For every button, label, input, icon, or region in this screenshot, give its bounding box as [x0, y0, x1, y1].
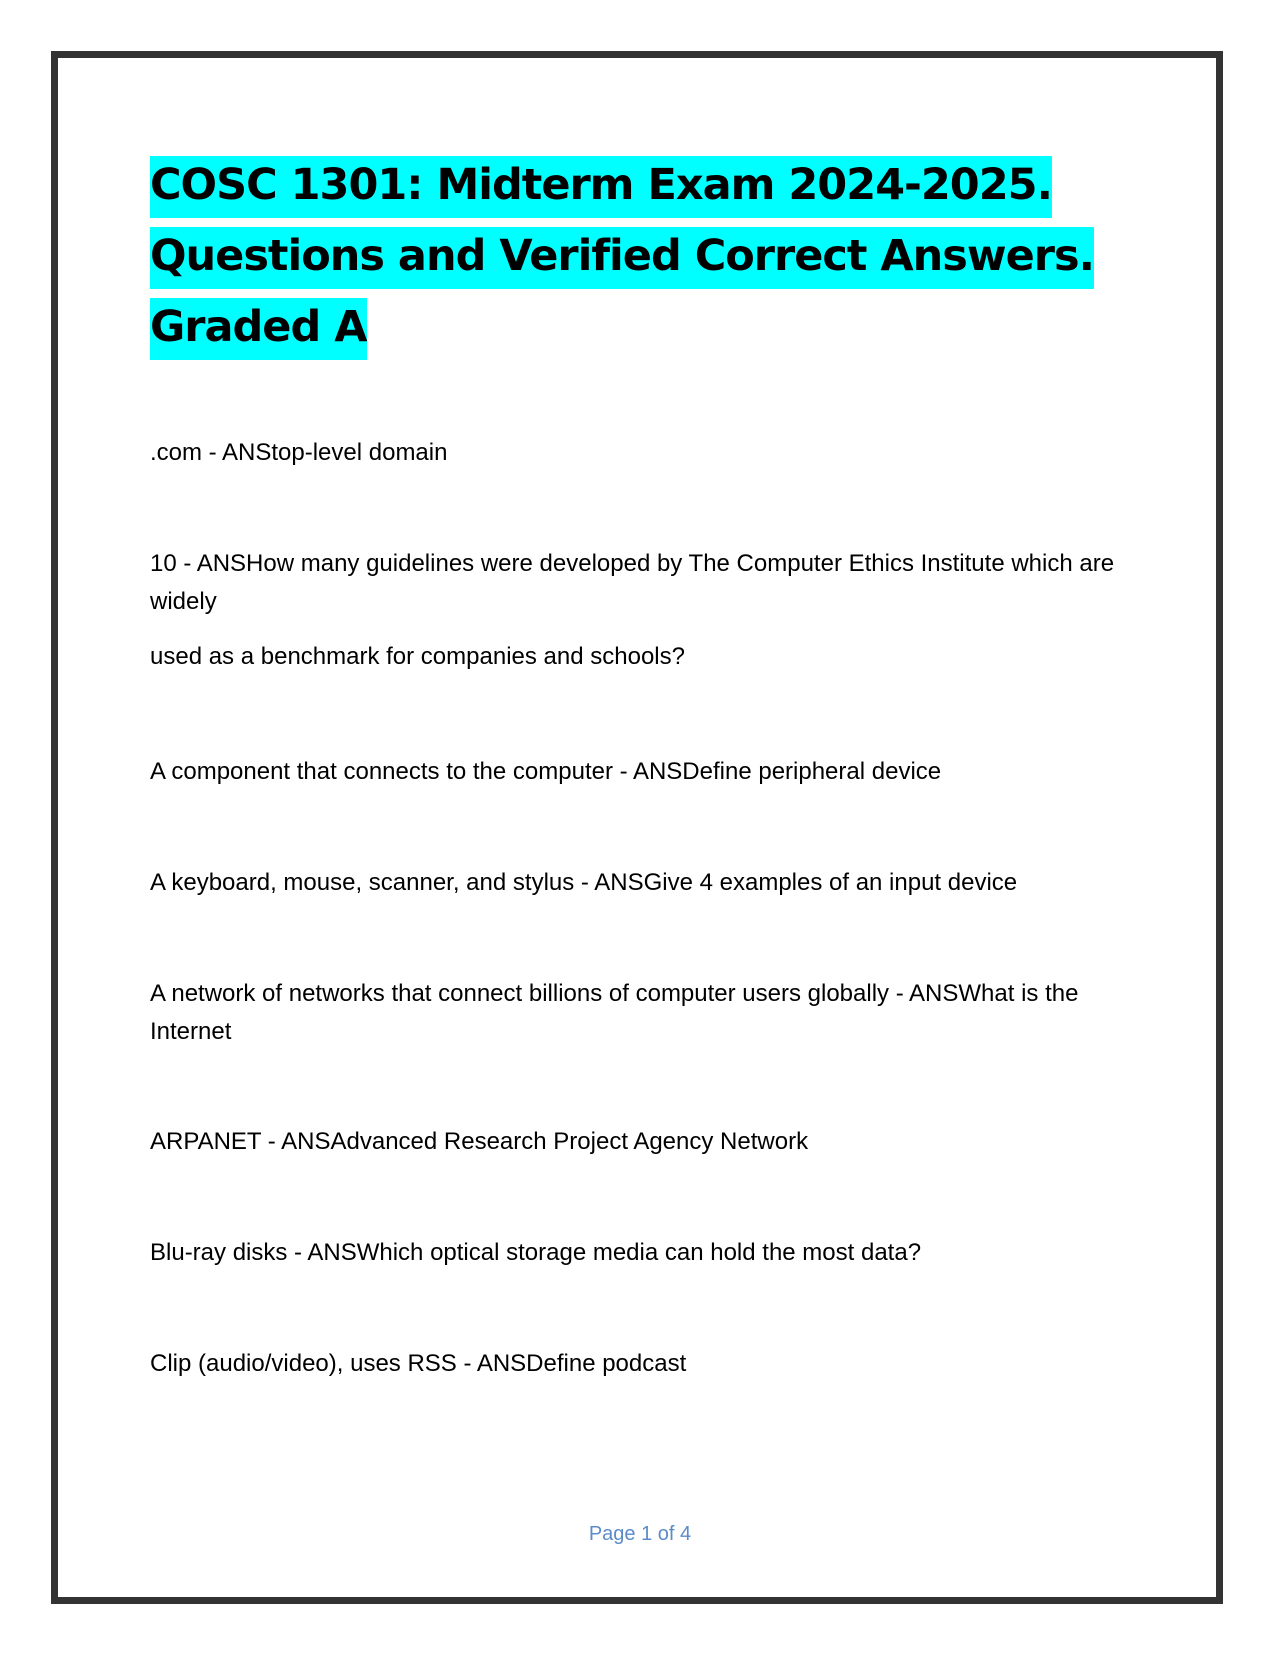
- qa-text: 10 - ANSHow many guidelines were developed by The Computer Ethics Institute which are widely: [150, 550, 1115, 615]
- page-number: Page 1 of 4: [588, 1523, 692, 1545]
- qa-text: ARPANET - ANSAdvanced Research Project Agency Network: [150, 1128, 809, 1155]
- qa-text-continued: used as a benchmark for companies and schools?: [150, 643, 685, 670]
- qa-text: A keyboard, mouse, scanner, and stylus - ANSGive 4 examples of an input device: [150, 869, 1018, 896]
- qa-text: Blu-ray disks - ANSWhich optical storage media can hold the most data?: [150, 1239, 922, 1266]
- qa-entry-1: [150, 434, 1140, 472]
- qa-entry-8: [150, 1345, 1140, 1383]
- qa-entry-7: [150, 1234, 1140, 1272]
- qa-text: A component that connects to the computer - ANSDefine peripheral device: [150, 758, 942, 785]
- qa-text: Clip (audio/video), uses RSS - ANSDefine podcast: [150, 1350, 687, 1377]
- qa-text: A network of networks that connect billions of computer users globally - ANSWhat is the Internet: [150, 980, 1079, 1045]
- qa-entry-2: [150, 545, 1140, 676]
- title-highlight: COSC 1301: Midterm Exam 2024-2025. Questions and Verified Correct Answers. Graded A: [150, 156, 1094, 360]
- qa-entry-4: [150, 864, 1140, 902]
- qa-text: .com - ANStop-level domain: [150, 439, 448, 466]
- qa-entry-6: [150, 1123, 1140, 1161]
- qa-entry-3: [150, 753, 1140, 791]
- qa-entry-5: [150, 975, 1140, 1051]
- document-title: [150, 150, 1130, 363]
